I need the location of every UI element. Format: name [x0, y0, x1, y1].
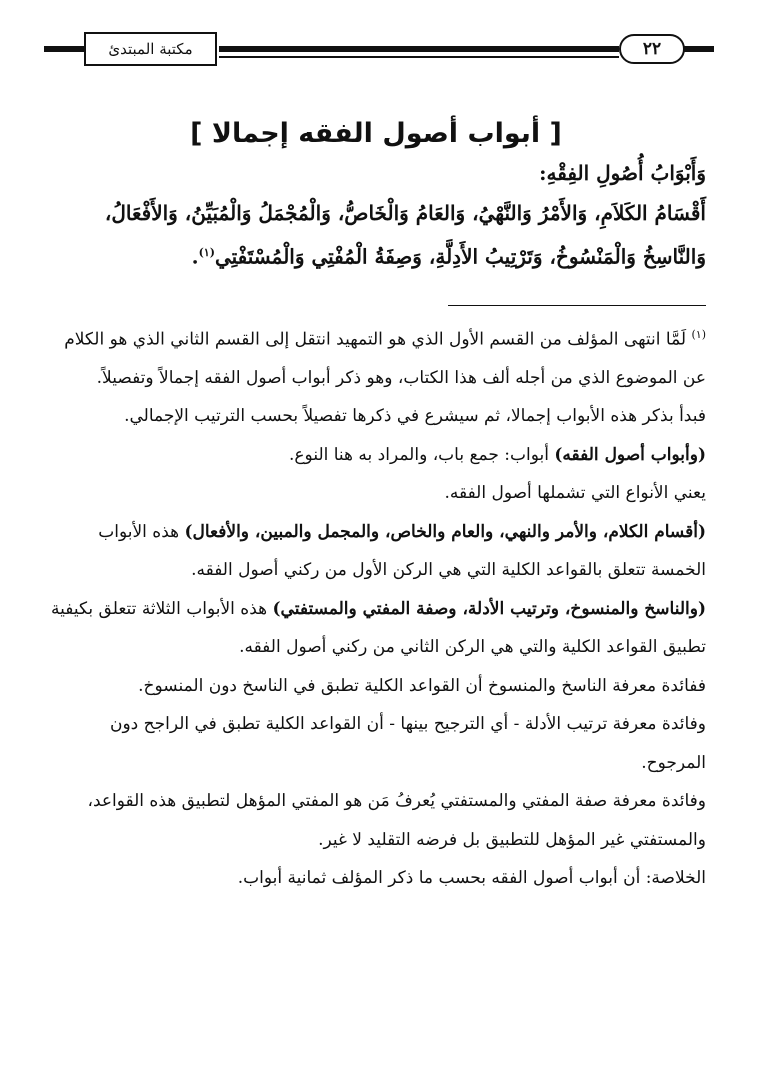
library-name: مكتبة المبتدئ: [108, 40, 193, 58]
page-content: [46, 118, 706, 898]
matn-line-2: أَقْسَامُ الكَلاَمِ، وَالأَمْرُ وَالنَّهْيُ، وَالعَامُ وَالْخَاصُّ، وَالْمُجْمَلُ وَالْمُبَيِّنُ، وَالأَفْعَالُ،: [104, 201, 706, 225]
commentary-text: هذه الأبواب الثلاثة تتعلق بكيفية تطبيق القواعد الكلية والتي هي الركن الثاني من ركني أصول الفقه.: [51, 598, 706, 658]
commentary-paragraph: فبدأ بذكر هذه الأبواب إجمالا، ثم سيشرع في ذكرها تفصيلاً بحسب الترتيب الإجمالي.: [124, 406, 706, 427]
page-header: [44, 30, 714, 70]
quoted-matn: (والناسخ والمنسوخ، وترتيب الأدلة، وصفة المفتي والمستفتي): [272, 598, 706, 619]
matn-line-3-text: وَالنَّاسِخُ وَالْمَنْسُوخُ، وَتَرْتِيبُ الأَدِلَّةِ، وَصِفَةُ الْمُفْتِي وَالْمُسْتَفْتِي: [214, 244, 706, 269]
commentary-paragraph: ففائدة معرفة الناسخ والمنسوخ أن القواعد الكلية تطبق في الناسخ دون المنسوخ.: [138, 675, 706, 696]
header-rule-thin: [219, 56, 619, 58]
footnote-separator: [448, 305, 706, 306]
header-rule-middle: [219, 46, 619, 52]
commentary: [46, 316, 706, 898]
commentary-paragraph: وفائدة معرفة ترتيب الأدلة - أي الترجيح بينها - أن القواعد الكلية تطبق في الراجح دون المرجوح.: [109, 714, 706, 773]
commentary-paragraph: [46, 316, 706, 398]
library-name-box: [84, 32, 217, 66]
quoted-matn: (أقسام الكلام، والأمر والنهي، والعام والخاص، والمجمل والمبين، والأفعال): [184, 521, 706, 542]
commentary-paragraph: وفائدة معرفة صفة المفتي والمستفتي يُعرفُ مَن هو المفتي المؤهل لتطبيق هذه القواعد، والمستفتي غير المؤهل للتطبيق بل فرضه التقليد لا غير.: [87, 791, 706, 850]
matn-line-3: [46, 233, 706, 277]
commentary-text: هذه الأبواب الخمسة تتعلق بالقواعد الكلية التي هي الركن الأول من ركني أصول الفقه.: [98, 521, 706, 581]
commentary-paragraph: الخلاصة: أن أبواب أصول الفقه بحسب ما ذكر المؤلف ثمانية أبواب.: [237, 868, 706, 889]
quoted-matn: (وأبواب أصول الفقه): [554, 444, 706, 465]
commentary-text: أبواب: جمع باب، والمراد به هنا النوع.: [288, 444, 555, 465]
page-number: ٢٢: [619, 34, 685, 64]
commentary-text: لَمَّا انتهى المؤلف من القسم الأول الذي هو التمهيد انتقل إلى القسم الثاني الذي هو الكلام عن الموضوع الذي من أجله ألف هذا الكتاب، وهو ذكر أبواب أصول الفقه إجمالاً وتفصيلاً.: [64, 329, 706, 388]
commentary-paragraph: [46, 513, 706, 590]
footnote-mark: (١): [198, 246, 215, 259]
matn-line-3-end: .: [191, 244, 199, 269]
commentary-footnote-mark: (١): [691, 327, 706, 341]
section-title: [ أبواب أصول الفقه إجمالا ]: [190, 118, 562, 149]
commentary-paragraph: [46, 436, 706, 475]
matn-line-1: وَأَبْوَابُ أُصُولِ الفِقْهِ:: [539, 161, 706, 185]
header-rule-left: [44, 46, 84, 52]
header-rule-right: [684, 46, 714, 52]
commentary-paragraph: [46, 590, 706, 667]
commentary-paragraph: يعني الأنواع التي تشملها أصول الفقه.: [444, 483, 706, 504]
matn-text: [46, 153, 706, 277]
